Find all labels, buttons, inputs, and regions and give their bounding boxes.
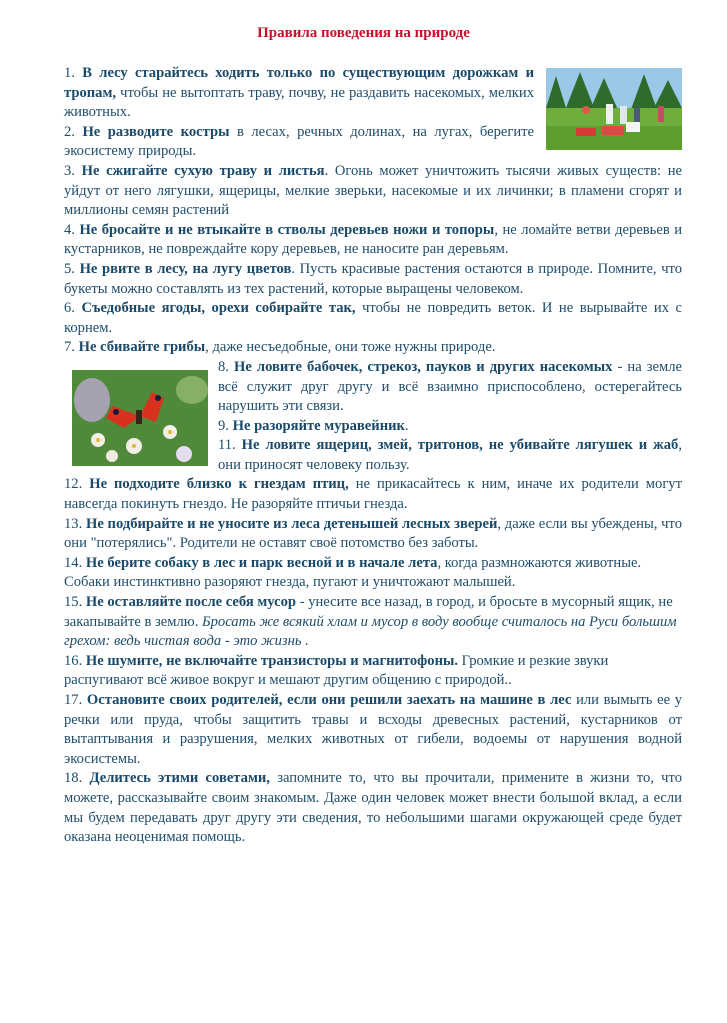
rule-item: 7. Не сбивайте грибы, даже несъедобные, они тоже нужны природе.: [64, 339, 496, 356]
page-title: Правила поведения на природе: [257, 25, 470, 41]
rule-item: 11. Не ловите ящериц, змей, тритонов, не убивайте лягушек и жаб, они приносят человеку пользу.: [218, 437, 682, 473]
rule-item: 18. Делитесь этими советами, запомните то, что вы прочитали, примените в жизни то, что можете, рассказывайте своим знакомым. Даже один человек может внести большой вклад, а если мы будем передавать друг другу эти сведения, то небольшими шагами окружающей среде будет оказана неоценимая помощь.: [64, 770, 682, 846]
rule-item: 16. Не шумите, не включайте транзисторы и магнитофоны. Громкие и резкие звуки распугивают всё живое вокруг и мешают другим общению с природой..: [64, 652, 609, 689]
rule-item: 15. Не оставляйте после себя мусор - унесите все назад, в город, и бросьте в мусорный ящик, не закапывайте в землю. Бросать же всякий хлам и мусор в воду вообще считалось на Руси большим грехом: ведь чистая вода - это жизнь .: [64, 594, 677, 650]
rule-item: 5. Не рвите в лесу, на лугу цветов. Пусть красивые растения остаются в природе. Помните, что букеты можно составлять из тех растений, которые выращены человеком.: [64, 260, 683, 297]
butterfly-on-flowers-photo: [72, 370, 208, 466]
rule-item: 8. Не ловите бабочек, стрекоз, пауков и других насекомых - на земле всё служит друг другу и всё взаимно приспособлено, остерегайтесь нарушить эти связи.: [218, 358, 682, 415]
rule-item: 2. Не разводите костры в лесах, речных долинах, на лугах, берегите экосистему природы.: [64, 123, 534, 160]
rule-item: 14. Не берите собаку в лес и парк весной и в начале лета, когда размножаются животные. Собаки инстинктивно разоряют гнезда, пугают и уничтожают малышей.: [64, 554, 642, 591]
rule-item: 17. Остановите своих родителей, если они решили заехать на машине в лес или вымыть ее у речки или пруда, чтобы защитить травы и всходы древесных растений, кустарников от вытаптывания и разрушения, мелких животных от гибели, водоемы от нарушения водной экосистемы.: [64, 692, 683, 767]
rule-item: 13. Не подбирайте и не уносите из леса детенышей лесных зверей, даже если вы убеждены, что они "потерялись". Родители не оставят своё потомство без заботы.: [64, 515, 682, 552]
rule-item: 3. Не сжигайте сухую траву и листья. Огонь может уничтожить тысячи живых существ: не уйдут от него лягушки, ящерицы, мелкие зверьки, насекомые и их личинки; в пламени сгорят и миллионы семян растений: [64, 162, 683, 219]
rule-item: 6. Съедобные ягоды, орехи собирайте так, чтобы не повредить веток. И не вырывайте их с корнем.: [64, 300, 682, 336]
rule-item: 4. Не бросайте и не втыкайте в стволы деревьев ножи и топоры, не ломайте ветви деревьев и кустарников, не повреждайте кору деревьев, не наносите ран деревьям.: [64, 221, 682, 258]
rule-item: 12. Не подходите близко к гнездам птиц, не прикасайтесь к ним, иначе их родители могут навсегда покинуть гнездо. Не разоряйте птичьи гнезда.: [64, 476, 682, 513]
rules-document: [64, 64, 682, 848]
rule-item: 9. Не разоряйте муравейник.: [218, 417, 409, 434]
children-on-grass-photo: [546, 68, 682, 150]
rule-item: 1. В лесу старайтесь ходить только по существующим дорожкам и тропам, чтобы не вытоптать траву, почву, не раздавить насекомых, мелких животных.: [64, 65, 535, 121]
